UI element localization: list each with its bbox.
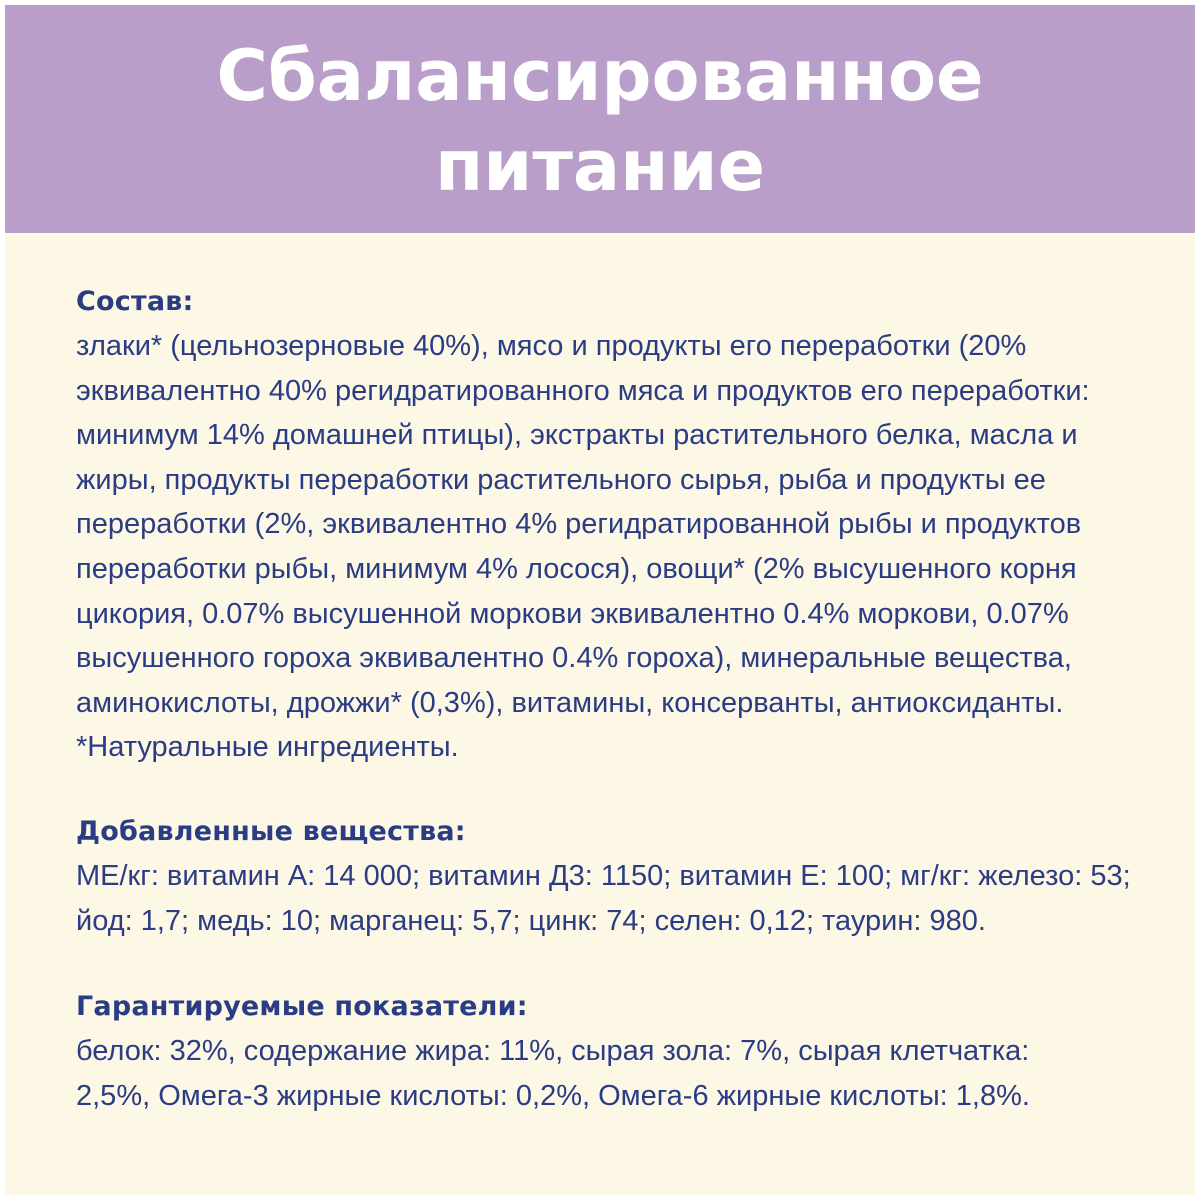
composition-title: Состав: bbox=[76, 286, 194, 317]
composition-section bbox=[76, 280, 1176, 770]
composition-line: аминокислоты, дрожжи* (0,3%), витамины, консерванты, антиоксиданты. bbox=[76, 686, 1064, 719]
guaranteed-line: белок: 32%, содержание жира: 11%, сырая зола: 7%, сырая клетчатка: bbox=[76, 1035, 1030, 1068]
page-title bbox=[217, 27, 984, 211]
composition-line: минимум 14% домашней птицы), экстракты растительного белка, масла и bbox=[76, 419, 1078, 452]
additives-section bbox=[76, 810, 1176, 943]
additives-title: Добавленные вещества: bbox=[76, 815, 466, 847]
additives-line: йод: 1,7; медь: 10; марганец: 5,7; цинк: 74; селен: 0,12; таурин: 980. bbox=[76, 904, 986, 937]
guaranteed-line: 2,5%, Омега-3 жирные кислоты: 0,2%, Омега-6 жирные кислоты: 1,8%. bbox=[76, 1079, 1030, 1112]
composition-line: злаки* (цельнозерновые 40%), мясо и продукты его переработки (20% bbox=[76, 330, 1027, 362]
composition-line: цикория, 0.07% высушенной моркови эквивалентно 0.4% моркови, 0.07% bbox=[76, 597, 1069, 630]
natural-ingredients-note: *Натуральные ингредиенты. bbox=[76, 731, 459, 764]
content-area bbox=[76, 280, 1176, 1118]
product-info-card bbox=[5, 5, 1195, 1195]
guaranteed-title: Гарантируемые показатели: bbox=[76, 991, 528, 1023]
composition-line: жиры, продукты переработки растительного сырья, рыба и продукты ее bbox=[76, 463, 1046, 496]
composition-line: переработки (2%, эквивалентно 4% регидратированной рыбы и продуктов bbox=[76, 508, 1082, 541]
composition-line: переработки рыбы, минимум 4% лосося), овощи* (2% высушенного корня bbox=[76, 552, 1077, 585]
section-spacer bbox=[76, 943, 1176, 985]
additives-text bbox=[76, 854, 1176, 943]
title-line-2: питание bbox=[434, 125, 766, 207]
composition-line: эквивалентно 40% регидратированного мяса и продуктов его переработки: bbox=[76, 374, 1090, 407]
additives-line: МЕ/кг: витамин А: 14 000; витамин Д3: 1150; витамин Е: 100; мг/кг: железо: 53; bbox=[76, 859, 1131, 892]
title-line-1: Сбалансированное bbox=[216, 35, 984, 117]
guaranteed-text bbox=[76, 1029, 1176, 1118]
guaranteed-section bbox=[76, 985, 1176, 1118]
header-banner bbox=[5, 5, 1195, 233]
composition-text bbox=[76, 324, 1176, 770]
composition-line: высушенного гороха эквивалентно 0.4% гороха), минеральные вещества, bbox=[76, 642, 1072, 675]
section-spacer bbox=[76, 770, 1176, 810]
